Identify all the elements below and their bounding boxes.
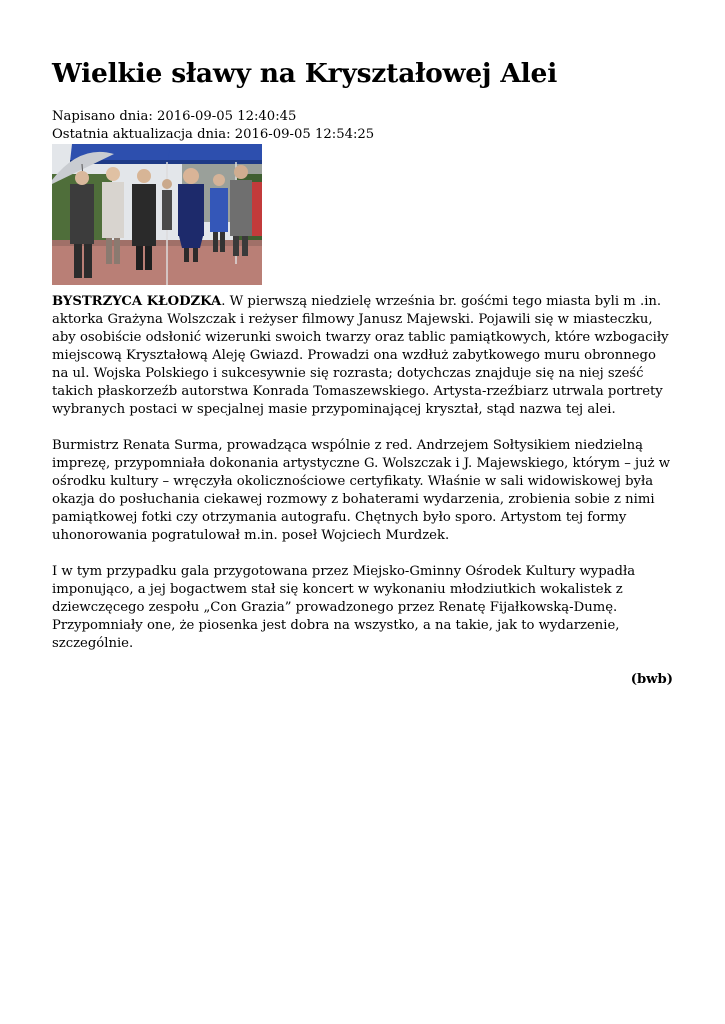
lead-place: BYSTRZYCA KŁODZKA: [52, 294, 222, 309]
updated-date: Ostatnia aktualizacja dnia: 2016-09-05 12:54:25: [52, 127, 375, 142]
photo-tent-right: [168, 144, 262, 162]
paragraph-1-text: . W pierwszą niedzielę września br. gośćmi tego miasta byli m .in. aktorka Grażyna Wolszczak i reżyser filmowy Janusz Majewski. Pojawili się w miasteczku, aby osobiście odsłonić wizerunki swoich twarzy oraz tablic pamiątkowych, które wzbogaciły miejscową Kryształową Aleję Gwiazd. Prowadzi ona wzdłuż zabytkowego muru obronnego na ul. Wojska Polskiego i sukcesywnie się rozrasta; dotychczas znajduje się na niej sześć takich płaskorzeźb autorstwa Konrada Tomaszewskiego. Artysta-rzeźbiarz utrwala portrety wybranych postaci w specjalnej masie przypominającej kryształ, stąd nazwa tej alei.: [52, 294, 669, 417]
paragraph-3: I w tym przypadku gala przygotowana przez Miejsko-Gminny Ośrodek Kultury wypadła imponująco, a jej bogactwem stał się koncert w wykonaniu młodziutkich wokalistek z dziewczęcego zespołu „Con Grazia” prowadzonego przez Renatę Fijałkowską-Dumę. Przypomniały one, że piosenka jest dobra na wszystko, a na takie, jak to wydarzenie, szczególnie.: [52, 564, 636, 651]
photo-paving: [52, 244, 262, 285]
article-meta: [52, 108, 374, 144]
article-photo: [52, 144, 262, 285]
paragraph-2: Burmistrz Renata Surma, prowadząca wspólnie z red. Andrzejem Sołtysikiem niedzielną imprezę, przypomniała dokonania artystyczne G. Wolszczak i J. Majewskiego, którym – już w ośrodku kultury – wręczyła okolicznościowe certyfikaty. Właśnie w sali widowiskowej była okazja do posłuchania ciekawej rozmowy z bohaterami wydarzenia, zrobienia sobie z nimi pamiątkowej fotki czy otrzymania autografu. Chętnych było sporo. Artystom tej formy uhonorowania pogratulował m.in. poseł Wojciech Murdzek.: [52, 438, 671, 543]
article-body: [52, 293, 673, 707]
article-title: Wielkie sławy na Kryształowej Alei: [52, 58, 558, 89]
paragraph-1: [52, 293, 673, 419]
published-date: Napisano dnia: 2016-09-05 12:40:45: [52, 109, 297, 124]
author-signature: (bwb): [630, 672, 673, 687]
